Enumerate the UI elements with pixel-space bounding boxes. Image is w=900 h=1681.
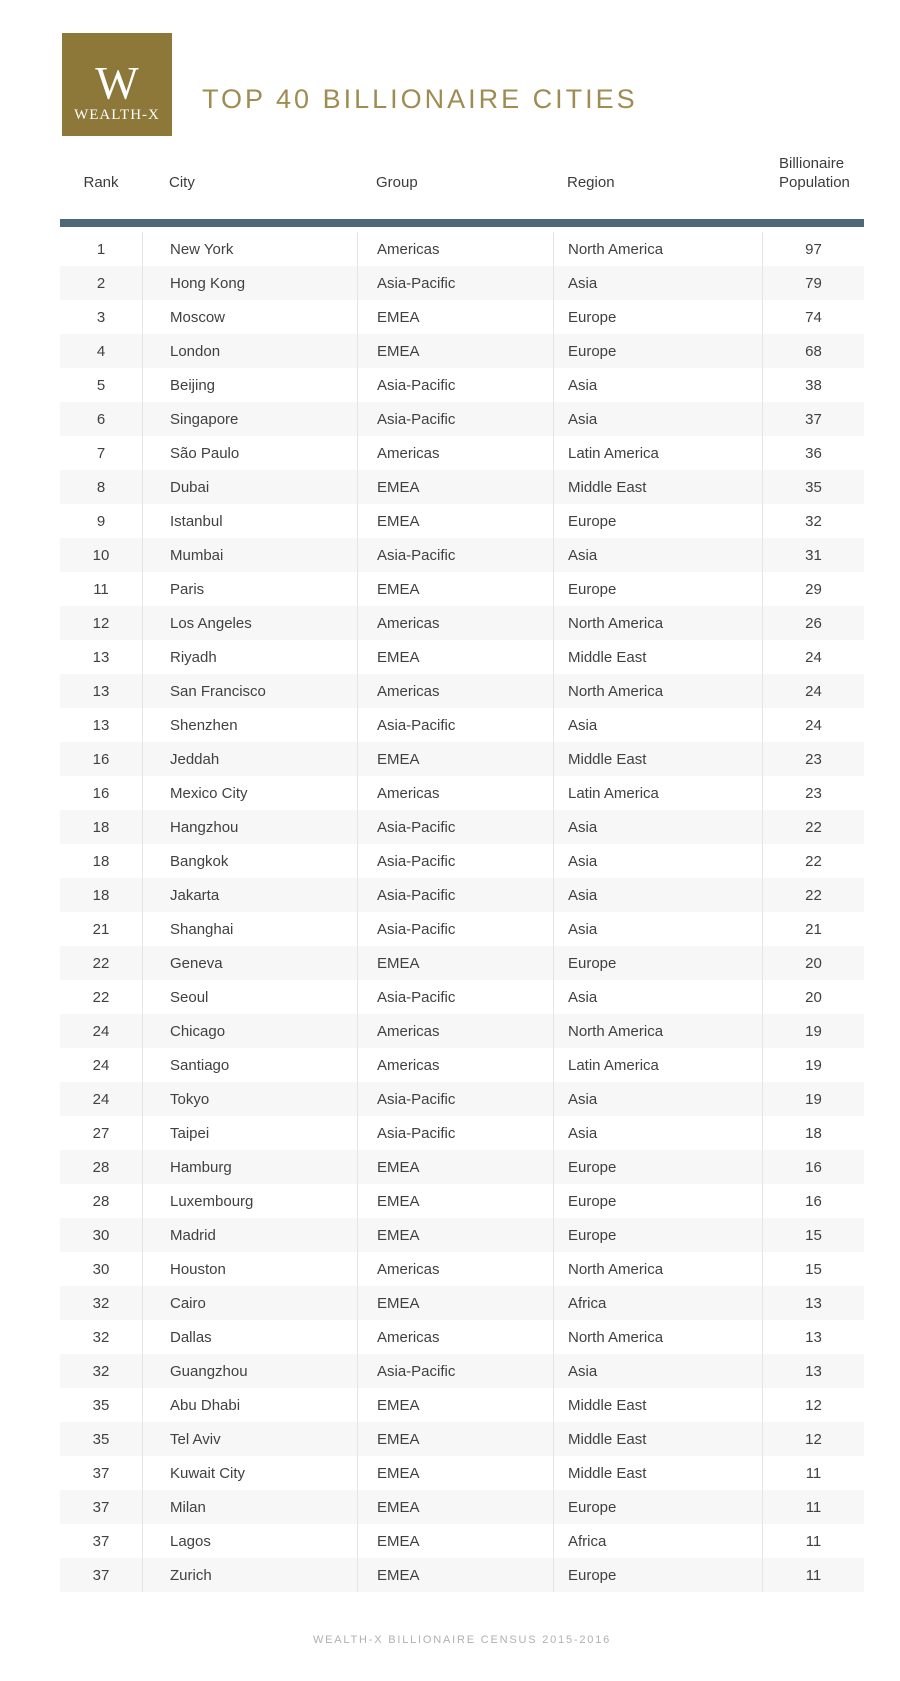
city-cell: Hangzhou (142, 810, 357, 844)
city-cell: Abu Dhabi (142, 1388, 357, 1422)
group-cell: EMEA (357, 334, 553, 368)
rank-cell: 37 (92, 1532, 110, 1550)
region-cell: Asia (553, 1082, 762, 1116)
city-cell: Jeddah (142, 742, 357, 776)
group-cell: Asia-Pacific (357, 538, 553, 572)
population-cell: 16 (762, 1184, 864, 1218)
city-cell: Houston (142, 1252, 357, 1286)
city-cell: Mumbai (142, 538, 357, 572)
group-cell: EMEA (357, 1490, 553, 1524)
group-cell: Asia-Pacific (357, 810, 553, 844)
header-divider-bar (60, 219, 864, 227)
population-cell: 26 (762, 606, 864, 640)
column-header-group: Group (376, 174, 418, 191)
table-row (60, 708, 864, 742)
city-cell: Tokyo (142, 1082, 357, 1116)
group-cell: EMEA (357, 1388, 553, 1422)
group-cell: EMEA (357, 504, 553, 538)
region-cell: Asia (553, 980, 762, 1014)
table-row (60, 1116, 864, 1150)
region-cell: Europe (553, 946, 762, 980)
table-row (60, 810, 864, 844)
city-cell: Madrid (142, 1218, 357, 1252)
rank-cell: 22 (92, 988, 110, 1006)
population-cell: 13 (762, 1354, 864, 1388)
population-cell: 68 (762, 334, 864, 368)
city-cell: Hong Kong (142, 266, 357, 300)
city-cell: Zurich (142, 1558, 357, 1592)
group-cell: Asia-Pacific (357, 912, 553, 946)
group-cell: Americas (357, 1048, 553, 1082)
rank-cell: 18 (92, 852, 110, 870)
table-row (60, 1320, 864, 1354)
group-cell: EMEA (357, 946, 553, 980)
group-cell: Asia-Pacific (357, 708, 553, 742)
population-cell: 19 (762, 1048, 864, 1082)
city-cell: Shanghai (142, 912, 357, 946)
table-row (60, 640, 864, 674)
city-cell: New York (142, 232, 357, 266)
region-cell: North America (553, 606, 762, 640)
population-cell: 15 (762, 1252, 864, 1286)
rank-cell: 7 (96, 444, 106, 462)
group-cell: Asia-Pacific (357, 1082, 553, 1116)
table-row (60, 470, 864, 504)
city-cell: São Paulo (142, 436, 357, 470)
city-cell: Chicago (142, 1014, 357, 1048)
population-cell: 22 (762, 810, 864, 844)
group-cell: Asia-Pacific (357, 844, 553, 878)
rank-cell: 35 (92, 1396, 110, 1414)
population-cell: 18 (762, 1116, 864, 1150)
region-cell: Europe (553, 1150, 762, 1184)
table-row (60, 368, 864, 402)
city-cell: Santiago (142, 1048, 357, 1082)
city-cell: Singapore (142, 402, 357, 436)
rank-cell: 1 (96, 240, 106, 258)
group-cell: EMEA (357, 1184, 553, 1218)
population-cell: 29 (762, 572, 864, 606)
rank-cell: 5 (96, 376, 106, 394)
region-cell: Middle East (553, 1388, 762, 1422)
region-cell: Latin America (553, 776, 762, 810)
rank-cell: 8 (96, 478, 106, 496)
population-cell: 11 (762, 1558, 864, 1592)
city-cell: Seoul (142, 980, 357, 1014)
table-row (60, 504, 864, 538)
city-cell: Shenzhen (142, 708, 357, 742)
region-cell: Middle East (553, 742, 762, 776)
population-cell: 16 (762, 1150, 864, 1184)
wealthx-monogram-icon: W (95, 56, 139, 109)
population-cell: 24 (762, 708, 864, 742)
table-row (60, 1218, 864, 1252)
city-cell: Dallas (142, 1320, 357, 1354)
rank-cell: 28 (92, 1158, 110, 1176)
table-row (60, 1558, 864, 1592)
table-row (60, 1048, 864, 1082)
city-cell: Jakarta (142, 878, 357, 912)
population-cell: 32 (762, 504, 864, 538)
group-cell: EMEA (357, 1456, 553, 1490)
region-cell: Asia (553, 368, 762, 402)
table-row (60, 878, 864, 912)
group-cell: Americas (357, 776, 553, 810)
population-cell: 23 (762, 742, 864, 776)
table-row (60, 980, 864, 1014)
group-cell: Americas (357, 1014, 553, 1048)
city-cell: Lagos (142, 1524, 357, 1558)
population-cell: 13 (762, 1286, 864, 1320)
population-cell: 31 (762, 538, 864, 572)
rank-cell: 4 (96, 342, 106, 360)
region-cell: Europe (553, 572, 762, 606)
rank-cell: 18 (92, 818, 110, 836)
table-row (60, 1354, 864, 1388)
group-cell: Asia-Pacific (357, 266, 553, 300)
city-cell: Cairo (142, 1286, 357, 1320)
table-row (60, 1014, 864, 1048)
region-cell: Middle East (553, 470, 762, 504)
group-cell: Americas (357, 1252, 553, 1286)
rank-cell: 35 (92, 1430, 110, 1448)
group-cell: EMEA (357, 1218, 553, 1252)
table-row (60, 1252, 864, 1286)
population-cell: 20 (762, 980, 864, 1014)
group-cell: EMEA (357, 572, 553, 606)
population-cell: 22 (762, 844, 864, 878)
region-cell: Europe (553, 1490, 762, 1524)
population-cell: 15 (762, 1218, 864, 1252)
group-cell: Asia-Pacific (357, 402, 553, 436)
city-cell: Riyadh (142, 640, 357, 674)
region-cell: Latin America (553, 436, 762, 470)
region-cell: North America (553, 1014, 762, 1048)
region-cell: Asia (553, 708, 762, 742)
region-cell: Europe (553, 1184, 762, 1218)
table-row (60, 1388, 864, 1422)
region-cell: Asia (553, 402, 762, 436)
population-cell: 21 (762, 912, 864, 946)
column-header-rank: Rank (83, 174, 119, 191)
city-cell: San Francisco (142, 674, 357, 708)
city-cell: Dubai (142, 470, 357, 504)
rank-cell: 16 (92, 784, 110, 802)
table-row (60, 334, 864, 368)
population-cell: 36 (762, 436, 864, 470)
rank-cell: 10 (92, 546, 110, 564)
region-cell: Europe (553, 504, 762, 538)
rank-cell: 24 (92, 1090, 110, 1108)
table-row (60, 1456, 864, 1490)
city-cell: Guangzhou (142, 1354, 357, 1388)
group-cell: EMEA (357, 742, 553, 776)
rank-cell: 24 (92, 1056, 110, 1074)
region-cell: Asia (553, 844, 762, 878)
population-cell: 20 (762, 946, 864, 980)
group-cell: Asia-Pacific (357, 1354, 553, 1388)
table-row (60, 1524, 864, 1558)
rank-cell: 13 (92, 716, 110, 734)
region-cell: Asia (553, 878, 762, 912)
column-header-city: City (169, 174, 195, 191)
population-cell: 11 (762, 1456, 864, 1490)
group-cell: Asia-Pacific (357, 1116, 553, 1150)
group-cell: Asia-Pacific (357, 878, 553, 912)
table-row (60, 1184, 864, 1218)
group-cell: EMEA (357, 1558, 553, 1592)
rank-cell: 22 (92, 954, 110, 972)
population-cell: 19 (762, 1082, 864, 1116)
table-row (60, 606, 864, 640)
rank-cell: 32 (92, 1294, 110, 1312)
population-cell: 97 (762, 232, 864, 266)
table-row (60, 232, 864, 266)
table-row (60, 776, 864, 810)
region-cell: Africa (553, 1524, 762, 1558)
group-cell: EMEA (357, 1286, 553, 1320)
group-cell: EMEA (357, 1524, 553, 1558)
population-cell: 12 (762, 1422, 864, 1456)
region-cell: North America (553, 1252, 762, 1286)
region-cell: Europe (553, 1218, 762, 1252)
region-cell: Middle East (553, 1456, 762, 1490)
rank-cell: 37 (92, 1566, 110, 1584)
table-row (60, 1286, 864, 1320)
rank-cell: 28 (92, 1192, 110, 1210)
population-cell: 11 (762, 1490, 864, 1524)
rank-cell: 32 (92, 1362, 110, 1380)
city-cell: Moscow (142, 300, 357, 334)
population-cell: 37 (762, 402, 864, 436)
region-cell: Asia (553, 1116, 762, 1150)
table-row (60, 402, 864, 436)
city-cell: London (142, 334, 357, 368)
table-row (60, 844, 864, 878)
logo-brand-text: WEALTH-X (74, 107, 160, 123)
group-cell: EMEA (357, 300, 553, 334)
region-cell: Latin America (553, 1048, 762, 1082)
population-cell: 24 (762, 640, 864, 674)
region-cell: North America (553, 1320, 762, 1354)
region-cell: North America (553, 674, 762, 708)
population-cell: 35 (762, 470, 864, 504)
group-cell: Americas (357, 606, 553, 640)
region-cell: Middle East (553, 1422, 762, 1456)
region-cell: Asia (553, 912, 762, 946)
table-row (60, 436, 864, 470)
table-row (60, 266, 864, 300)
region-cell: Asia (553, 266, 762, 300)
rank-cell: 27 (92, 1124, 110, 1142)
rank-cell: 12 (92, 614, 110, 632)
region-cell: Africa (553, 1286, 762, 1320)
population-cell: 13 (762, 1320, 864, 1354)
city-cell: Kuwait City (142, 1456, 357, 1490)
table-row (60, 1150, 864, 1184)
column-header-region: Region (567, 174, 615, 191)
rank-cell: 32 (92, 1328, 110, 1346)
rank-cell: 18 (92, 886, 110, 904)
table-header-row (60, 150, 864, 198)
rank-cell: 11 (93, 580, 109, 598)
rank-cell: 6 (96, 410, 106, 428)
rank-cell: 13 (92, 648, 110, 666)
population-cell: 23 (762, 776, 864, 810)
group-cell: Americas (357, 1320, 553, 1354)
column-header-billionaire-population: Billionaire Population (779, 155, 850, 191)
region-cell: North America (553, 232, 762, 266)
group-cell: EMEA (357, 1422, 553, 1456)
table-row (60, 1422, 864, 1456)
region-cell: Asia (553, 1354, 762, 1388)
billionaire-cities-table (60, 150, 864, 1592)
city-cell: Geneva (142, 946, 357, 980)
rank-cell: 37 (92, 1464, 110, 1482)
table-row (60, 674, 864, 708)
group-cell: Americas (357, 674, 553, 708)
table-row (60, 1082, 864, 1116)
rank-cell: 21 (92, 920, 110, 938)
region-cell: Asia (553, 810, 762, 844)
page-title: TOP 40 BILLIONAIRE CITIES (202, 84, 638, 114)
population-cell: 11 (762, 1524, 864, 1558)
population-cell: 74 (762, 300, 864, 334)
group-cell: EMEA (357, 1150, 553, 1184)
group-cell: Americas (357, 436, 553, 470)
city-cell: Milan (142, 1490, 357, 1524)
city-cell: Bangkok (142, 844, 357, 878)
region-cell: Europe (553, 300, 762, 334)
region-cell: Europe (553, 334, 762, 368)
population-cell: 12 (762, 1388, 864, 1422)
footer-caption: WEALTH-X BILLIONAIRE CENSUS 2015-2016 (312, 1634, 612, 1646)
rank-cell: 30 (92, 1226, 110, 1244)
table-row (60, 572, 864, 606)
table-row (60, 300, 864, 334)
rank-cell: 13 (92, 682, 110, 700)
city-cell: Luxembourg (142, 1184, 357, 1218)
group-cell: EMEA (357, 640, 553, 674)
population-cell: 19 (762, 1014, 864, 1048)
region-cell: Asia (553, 538, 762, 572)
city-cell: Beijing (142, 368, 357, 402)
rank-cell: 24 (92, 1022, 110, 1040)
city-cell: Taipei (142, 1116, 357, 1150)
region-cell: Middle East (553, 640, 762, 674)
table-row (60, 946, 864, 980)
population-cell: 22 (762, 878, 864, 912)
rank-cell: 30 (92, 1260, 110, 1278)
city-cell: Mexico City (142, 776, 357, 810)
wealth-x-logo (62, 33, 172, 136)
table-row (60, 742, 864, 776)
rank-cell: 2 (96, 274, 106, 292)
table-body (60, 232, 864, 1592)
rank-cell: 9 (96, 512, 106, 530)
city-cell: Los Angeles (142, 606, 357, 640)
group-cell: Asia-Pacific (357, 980, 553, 1014)
table-row (60, 912, 864, 946)
table-row (60, 1490, 864, 1524)
rank-cell: 3 (96, 308, 106, 326)
rank-cell: 37 (92, 1498, 110, 1516)
population-cell: 38 (762, 368, 864, 402)
city-cell: Hamburg (142, 1150, 357, 1184)
city-cell: Istanbul (142, 504, 357, 538)
rank-cell: 16 (92, 750, 110, 768)
population-cell: 24 (762, 674, 864, 708)
group-cell: Americas (357, 232, 553, 266)
group-cell: Asia-Pacific (357, 368, 553, 402)
city-cell: Paris (142, 572, 357, 606)
group-cell: EMEA (357, 470, 553, 504)
population-cell: 79 (762, 266, 864, 300)
table-row (60, 538, 864, 572)
city-cell: Tel Aviv (142, 1422, 357, 1456)
region-cell: Europe (553, 1558, 762, 1592)
